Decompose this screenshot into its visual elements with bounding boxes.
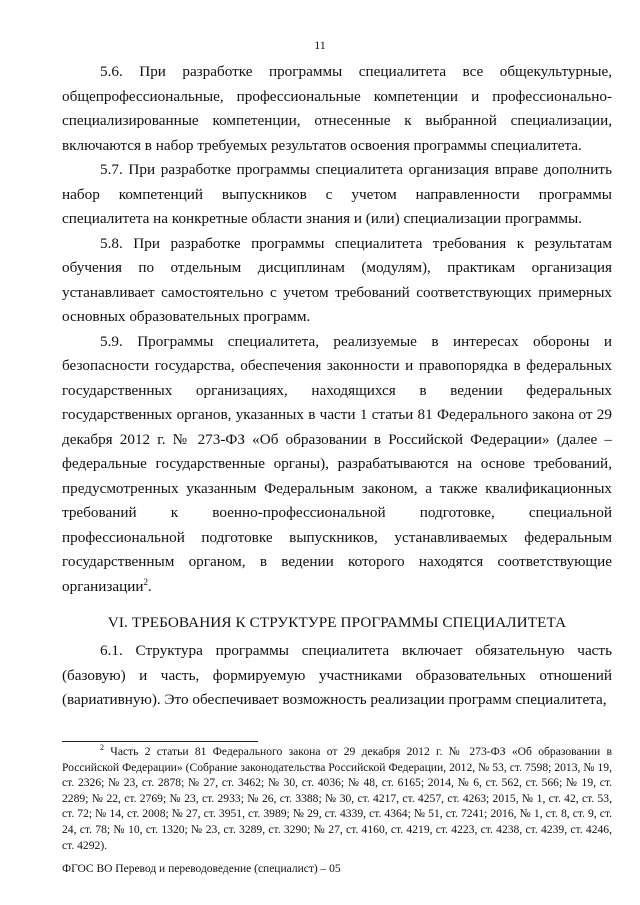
- footnote-number: 2: [100, 743, 104, 753]
- paragraph-6-1: 6.1. Структура программы специалитета включает обязательную часть (базовую) и часть, формируемую участниками образовательных отношений (вариативную). Это обеспечивает возможность реализации программ специалитета,: [62, 642, 612, 708]
- paragraph-5-9: 5.9. Программы специалитета, реализуемые в интересах обороны и безопасности государства, обеспечения законности и правопорядка в федеральных государственных организациях, находящихся в ведении федеральных государственных органов, указанных в части 1 статьи 81 Федерального закона от 29 декабря 2012 г. № 273-ФЗ «Об образовании в Российской Федерации» (далее – федеральные государственные органы), разрабатываются на основе требований, предусмотренных указанным Федеральным законом, а также квалификационных требований к военно-профессиональной подготовке, специальной профессиональной подготовке выпускников, устанавливаемых федеральным государственным органом, в ведении которого находятся соответствующие организации$^2$.: [62, 332, 612, 595]
- footnote-text: Часть 2 статьи 81 Федерального закона от 29 декабря 2012 г. № 273-ФЗ «Об образовании в Российской Федерации» (Собрание законодательства Российской Федерации, 2012, № 53, ст. 7598; 2013, № 19, ст. 2326; № 23, ст. 2878; № 27, ст. 3462; № 30, ст. 4036; № 48, ст. 6165; 2014, № 6, ст. 562, ст. 566; № 19, ст. 2289; № 22, ст. 2769; № 23, ст. 2933; № 26, ст. 3388; № 30, ст. 4217, ст. 4257, ст. 4263; 2015, № 1, ст. 42, ст. 53, ст. 72; № 14, ст. 2008; № 27, ст. 3951, ст. 3989; № 29, ст. 4339, ст. 4364; № 51, ст. 7241; 2016, № 1, ст. 8, ст. 9, ст. 24, ст. 78; № 10, ст. 1320; № 23, ст. 3289, ст. 3290; № 27, ст. 4160, ст. 4219, ст. 4223, ст. 4238, ст. 4239, ст. 4246, ст. 4292).: [62, 745, 612, 852]
- footnote: [62, 744, 612, 853]
- section-heading: VI. ТРЕБОВАНИЯ К СТРУКТУРЕ ПРОГРАММЫ СПЕЦИАЛИТЕТА: [107, 614, 567, 631]
- paragraph-5-6: 5.6. При разработке программы специалитета все общекультурные, общепрофессиональные, профессиональные компетенции и профессионально-специализированные компетенции, отнесенные к выбранной специализации, включаются в набор требуемых результатов освоения программы специалитета.: [62, 63, 612, 154]
- paragraph-5-8: 5.8. При разработке программы специалитета требования к результатам обучения по отдельным дисциплинам (модулям), практикам организация устанавливает самостоятельно с учетом требований соответствующих примерных основных образовательных программ.: [62, 234, 612, 325]
- footnote-reference[interactable]: 2: [143, 576, 149, 587]
- page-number: 11: [314, 38, 326, 52]
- paragraph-5-9-text: 5.9. Программы специалитета, реализуемые в интересах обороны и безопасности государства, обеспечения законности и правопорядка в федеральных государственных организациях, находящихся в ведении федеральных государственных органов, указанных в части 1 статьи 81 Федерального закона от 29 декабря 2012 г. № 273-ФЗ «Об образовании в Российской Федерации» (далее – федеральные государственные органы), разрабатываются на основе требований, предусмотренных указанным Федеральным законом, а также квалификационных требований к военно-профессиональной подготовке, специальной профессиональной подготовке выпускников, устанавливаемых федеральным государственным органом, в ведении которого находятся соответствующие организации: [62, 332, 612, 595]
- footnote-divider: [62, 741, 258, 742]
- document-body: [62, 60, 612, 713]
- paragraph-5-7: 5.7. При разработке программы специалитета организация вправе дополнить набор компетенций выпускников с учетом направленности программы специалитета на конкретные области знания и (или) специализации программы.: [62, 161, 612, 227]
- page-footer: ФГОС ВО Перевод и переводоведение (специалист) – 05: [62, 863, 341, 875]
